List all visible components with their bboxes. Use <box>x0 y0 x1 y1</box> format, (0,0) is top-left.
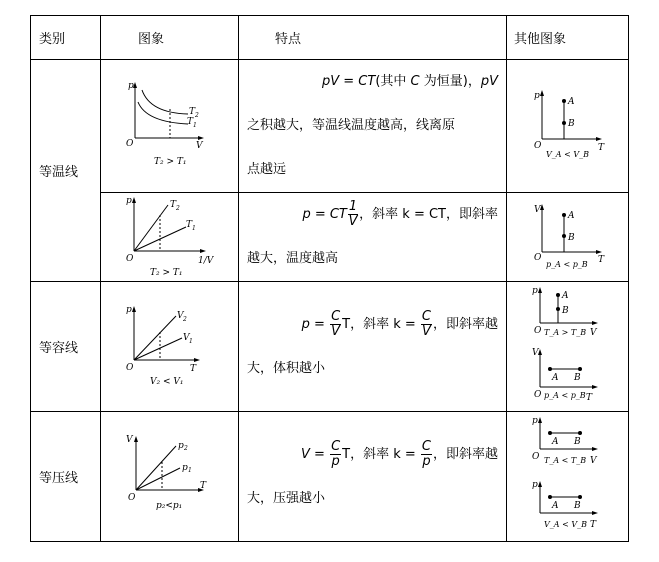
other-isobaric-graphs <box>528 413 608 537</box>
other-cell <box>507 282 629 412</box>
graph-cell <box>101 282 239 412</box>
svg-text:V: V <box>125 434 132 445</box>
svg-text:p: p <box>125 304 132 315</box>
svg-text:p: p <box>531 479 538 490</box>
svg-text:B: B <box>573 372 581 383</box>
svg-text:A: A <box>567 211 574 221</box>
svg-text:O: O <box>533 141 541 151</box>
other-isochoric-graphs <box>528 283 608 407</box>
svg-text:V: V <box>589 455 596 466</box>
isobaric-graph <box>120 432 220 518</box>
graph-cell <box>101 60 239 193</box>
svg-text:B: B <box>573 500 581 511</box>
svg-text:T: T <box>186 117 193 127</box>
svg-text:T: T <box>169 200 176 210</box>
svg-text:V: V <box>531 347 538 358</box>
svg-text:T: T <box>185 220 192 230</box>
svg-text:1: 1 <box>188 337 193 345</box>
category-isothermal: 等温线 <box>31 60 101 282</box>
svg-text:B: B <box>561 305 569 316</box>
svg-text:V: V <box>195 141 202 151</box>
svg-text:A: A <box>551 500 558 511</box>
graph-condition: T₂ > T₁ <box>149 268 182 277</box>
graph-condition: V₂ < V₁ <box>149 376 183 387</box>
svg-text:V: V <box>533 205 540 215</box>
svg-text:p: p <box>533 91 540 101</box>
svg-text:A: A <box>551 436 558 447</box>
other-cell <box>507 412 629 542</box>
svg-text:T: T <box>597 143 604 153</box>
feature-isothermal-2: p = CT $\frac{1}{V}$ ，斜率 k = CT，即斜率 越大，温度越高 <box>239 193 507 282</box>
svg-text:1: 1 <box>192 122 197 129</box>
svg-text:O: O <box>533 325 541 336</box>
table-row <box>31 412 629 542</box>
header-image: 图象 <box>101 16 239 60</box>
svg-text:2: 2 <box>183 444 188 452</box>
svg-text:A: A <box>561 290 568 301</box>
svg-text:V: V <box>176 310 183 321</box>
header-row <box>31 16 629 60</box>
isotherm-pv-graph <box>120 78 220 170</box>
svg-text:p: p <box>127 81 134 91</box>
header-category: 类别 <box>31 16 101 60</box>
svg-text:1/V: 1/V <box>197 256 213 266</box>
isotherm-p1v-graph <box>120 193 220 277</box>
svg-text:T_A < T_B: T_A < T_B <box>543 455 586 465</box>
svg-text:p: p <box>531 285 538 296</box>
svg-text:p_A < p_B: p_A < p_B <box>545 260 588 269</box>
svg-text:O: O <box>533 389 541 400</box>
feature-isobaric: V = $\frac{C}{p}$ T，斜率 k = $\frac{C}{p}$ ，即斜率越 大，压强越小 <box>239 412 507 542</box>
svg-text:p: p <box>177 440 184 451</box>
svg-text:2: 2 <box>175 205 180 212</box>
feature-isochoric: p = $\frac{C}{V}$ T，斜率 k = $\frac{C}{V}$ ，即斜率越 大，体积越小 <box>239 282 507 412</box>
svg-text:T_A > T_B: T_A > T_B <box>543 327 586 337</box>
svg-text:O: O <box>125 254 133 264</box>
graph-condition: T₂ > T₁ <box>153 157 186 167</box>
svg-text:B: B <box>567 233 575 243</box>
graph-cell <box>101 193 239 282</box>
graph-condition: p₂<p₁ <box>155 500 182 511</box>
svg-text:B: B <box>567 119 575 129</box>
gas-law-table <box>30 15 629 542</box>
table-row <box>31 60 629 193</box>
other-cell <box>507 60 629 193</box>
svg-text:p: p <box>125 196 132 206</box>
header-feature: 特点 <box>239 16 507 60</box>
svg-text:O: O <box>125 362 133 373</box>
svg-text:V: V <box>182 332 189 343</box>
svg-text:T: T <box>189 363 196 374</box>
svg-text:O: O <box>125 139 133 149</box>
svg-text:T: T <box>589 519 596 530</box>
svg-text:V_A < V_B: V_A < V_B <box>545 150 589 159</box>
svg-text:p: p <box>531 415 538 426</box>
svg-text:T: T <box>199 480 206 491</box>
feature-isothermal-1: pV = CT(其中 C 为恒量)，pV 之积越大，等温线温度越高，线离原 点越远 <box>239 60 507 193</box>
svg-text:A: A <box>551 372 558 383</box>
svg-text:V: V <box>589 327 596 338</box>
svg-text:p_A < p_B: p_A < p_B <box>543 390 586 400</box>
isochoric-graph <box>120 302 220 388</box>
svg-text:1: 1 <box>191 225 196 232</box>
category-isochoric: 等容线 <box>31 282 101 412</box>
graph-cell <box>101 412 239 542</box>
svg-text:1: 1 <box>187 466 192 474</box>
svg-text:V_A < V_B: V_A < V_B <box>543 519 587 529</box>
other-cell <box>507 193 629 282</box>
svg-text:A: A <box>567 97 574 107</box>
svg-text:O: O <box>531 451 539 462</box>
header-other: 其他图象 <box>507 16 629 60</box>
table-row <box>31 282 629 412</box>
table-row <box>31 193 629 282</box>
svg-text:T: T <box>597 255 604 265</box>
category-isobaric: 等压线 <box>31 412 101 542</box>
svg-text:T: T <box>585 392 592 403</box>
svg-text:O: O <box>127 492 135 503</box>
svg-text:2: 2 <box>182 315 187 323</box>
other-vt-graph <box>528 198 608 272</box>
svg-text:p: p <box>181 462 188 473</box>
other-pt-graph <box>528 84 608 164</box>
svg-text:O: O <box>533 253 541 263</box>
svg-text:2: 2 <box>194 112 199 119</box>
svg-text:T: T <box>188 107 195 117</box>
svg-text:B: B <box>573 436 581 447</box>
